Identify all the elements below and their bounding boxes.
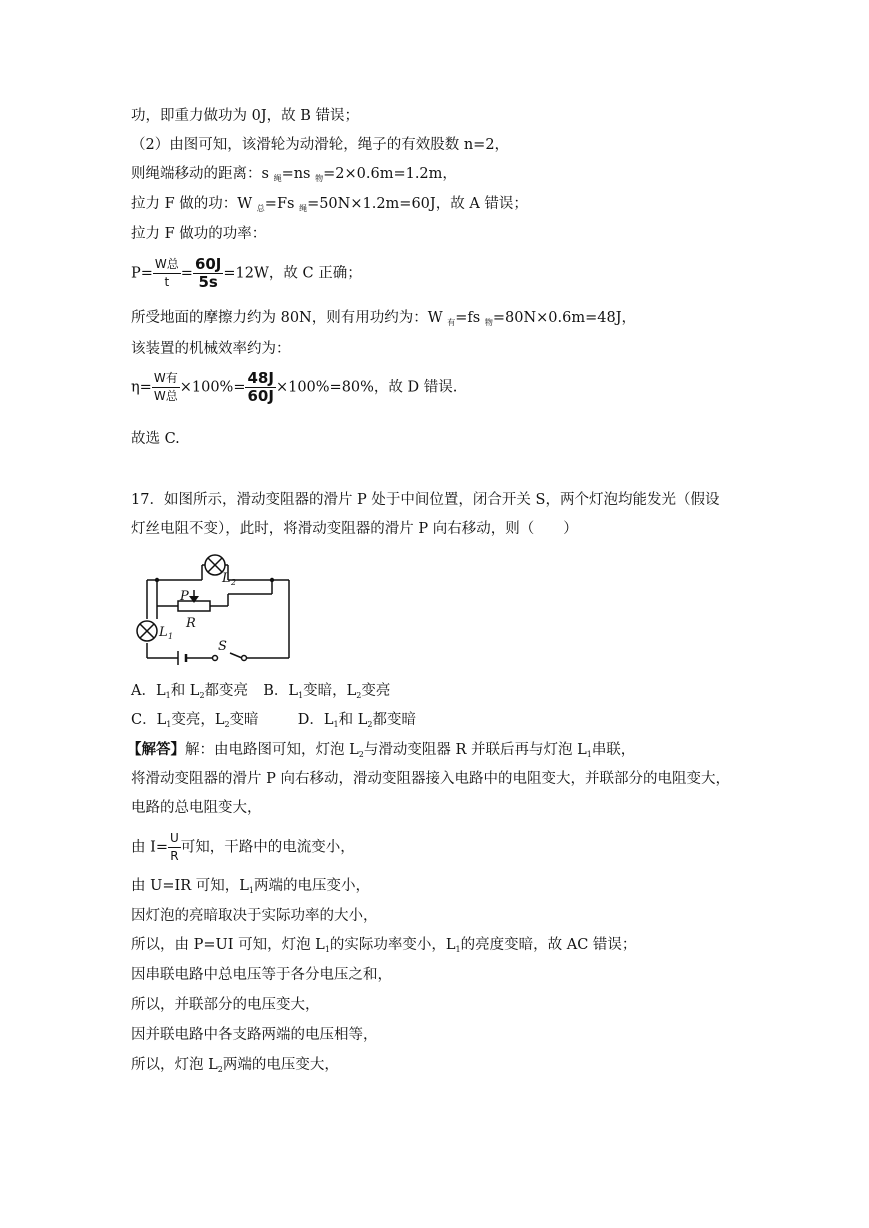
solution-line: 因串联电路中总电压等于各分电压之和， <box>131 967 392 983</box>
denominator: 60J <box>247 387 274 405</box>
denominator: t <box>164 275 170 289</box>
label-r: R <box>186 616 196 631</box>
solution-formula: 由 I= $\frac{U}{R}$ 可知，干路中的电流变小， <box>131 831 355 863</box>
text-run: 拉力 F 做的功：W <box>131 196 257 212</box>
solution-line: 由 U=IR 可知，$L_1$两端的电压变小， <box>131 878 370 895</box>
text-line: 故选 C. <box>131 431 180 447</box>
subscript: 总 <box>256 204 265 213</box>
text-line <box>131 194 528 219</box>
fraction <box>245 370 275 405</box>
text-run: =12W，故 C 正确； <box>223 265 362 282</box>
text-line <box>131 308 636 333</box>
option-b: B．$L_1$变暗，$L_2$变亮 <box>263 683 391 700</box>
text-line <box>131 164 457 189</box>
label-l1-sub: 1 <box>168 632 174 641</box>
text-run: 所受地面的摩擦力约为 80N，则有用功约为：W <box>131 310 448 326</box>
option-c: C．$L_1$变亮，$L_2$变暗 <box>131 712 259 729</box>
label-l2-sub: 2 <box>231 578 237 587</box>
switch-contact <box>213 656 218 661</box>
text-run: =ns <box>281 166 316 182</box>
fraction <box>152 370 180 405</box>
text-line: 该装置的机械效率约为： <box>131 341 291 357</box>
denominator: 5s <box>198 273 218 291</box>
text-run: =2×0.6m=1.2m， <box>323 166 457 182</box>
text-run: 则绳端移动的距离：s <box>131 166 274 182</box>
subscript: 绳 <box>299 204 308 213</box>
formula-efficiency <box>131 370 457 405</box>
text-line: 功，即重力做功为 0J，故 B 错误； <box>131 108 360 124</box>
formula-power <box>131 256 362 291</box>
text-run: ×100%=80%，故 D 错误. <box>275 379 458 396</box>
fraction <box>193 256 223 291</box>
fraction <box>153 256 181 291</box>
text-line: （2）由图可知，该滑轮为动滑轮，绳子的有效股数 n=2， <box>131 137 510 153</box>
answer-options-row <box>131 710 416 735</box>
text-line: 拉力 F 做功的功率： <box>131 226 267 242</box>
junction-dot <box>270 578 274 582</box>
answer-options-row <box>131 681 390 706</box>
text-run: η= <box>131 379 152 396</box>
switch-contact <box>242 656 247 661</box>
question-text: 17．如图所示，滑动变阻器的滑片 P 处于中间位置，闭合开关 S，两个灯泡均能发光（假设 <box>131 492 720 508</box>
solution-line: 电路的总电阻变大， <box>131 800 262 816</box>
question-text: 灯丝电阻不变），此时，将滑动变阻器的滑片 P 向右移动，则（ ） <box>131 521 578 537</box>
subscript: 有 <box>447 318 456 327</box>
label-p: P <box>180 589 189 604</box>
slider-arrow-icon <box>189 596 199 603</box>
numerator: 60J <box>194 255 222 273</box>
numerator: W总 <box>153 256 181 274</box>
numerator: W有 <box>152 370 180 388</box>
text-run: ×100%= <box>179 379 246 396</box>
option-a: A．$L_1$和 $L_2$都变亮 <box>131 683 249 700</box>
subscript: 物 <box>315 174 324 183</box>
solution-line: 因灯泡的亮暗取决于实际功率的大小， <box>131 908 378 924</box>
solution-line: 【解答】解：由电路图可知，灯泡 $L_2$与滑动变阻器 R 并联后再与灯泡 $L_1$串联， <box>127 741 636 759</box>
solution-line: 所以，并联部分的电压变大， <box>131 997 320 1013</box>
numerator: 48J <box>247 369 274 387</box>
fraction: $\frac{U}{R}$ <box>170 831 179 863</box>
junction-dot <box>155 578 159 582</box>
text-run: P= <box>131 265 153 282</box>
solution-line: 所以，灯泡 $L_2$两端的电压变大， <box>131 1057 339 1074</box>
text-run: =fs <box>455 310 485 326</box>
solution-line: 因并联电路中各支路两端的电压相等， <box>131 1027 378 1043</box>
text-run: =Fs <box>264 196 300 212</box>
circuit-diagram <box>130 550 300 672</box>
label-s: S <box>218 639 227 654</box>
text-run: =80N×0.6m=48J， <box>492 310 637 326</box>
solution-title: 【解答】 <box>127 741 185 758</box>
text-run: = <box>180 265 193 282</box>
option-d: D．$L_1$和 $L_2$都变暗 <box>297 712 416 729</box>
solution-line: 所以，由 P=UI 可知，灯泡 $L_1$的实际功率变小，$L_1$的亮度变暗，故 AC 错误； <box>131 937 637 954</box>
subscript: 绳 <box>273 174 282 183</box>
denominator: W总 <box>153 389 178 403</box>
label-l2: L <box>222 571 231 586</box>
solution-line: 将滑动变阻器的滑片 P 向右移动，滑动变阻器接入电路中的电阻变大，并联部分的电阻变大， <box>131 771 730 787</box>
subscript: 物 <box>484 318 493 327</box>
switch-blade <box>230 653 242 658</box>
label-l1: L <box>159 625 168 640</box>
text-run: =50N×1.2m=60J，故 A 错误； <box>307 196 528 212</box>
